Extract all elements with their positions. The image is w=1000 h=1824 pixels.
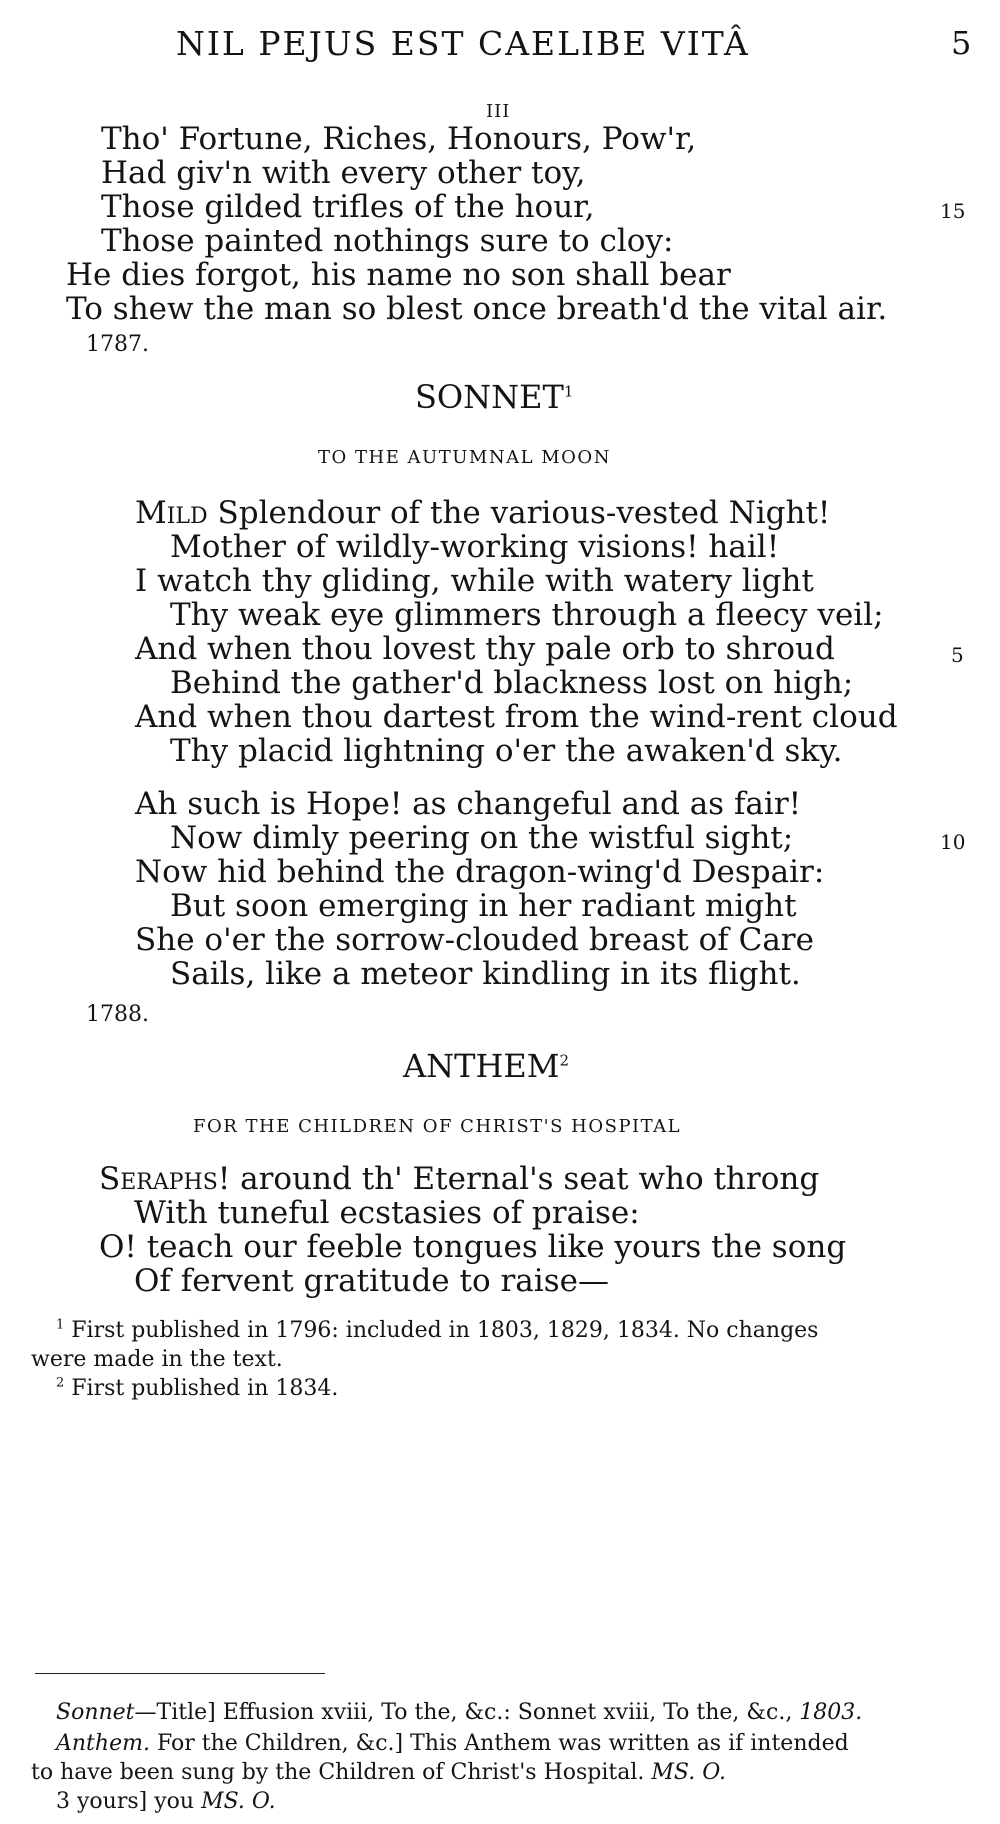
verse-line: Of fervent gratitude to raise— [134,1263,609,1299]
verse-line: Tho' Fortune, Riches, Honours, Pow'r, [101,121,697,157]
verse-line: Seraphs! around th' Eternal's seat who throng [99,1161,820,1197]
verse-line: Mother of wildly-working visions! hail! [170,529,780,565]
verse-line: And when thou lovest thy pale orb to shroud [135,631,835,667]
verse-line: Ah such is Hope! as changeful and as fair! [135,786,802,822]
verse-line: She o'er the sorrow-clouded breast of Care [135,922,814,958]
footnote-1-cont: were made in the text. [31,1347,283,1372]
section-numeral: III [486,101,511,122]
footnote-ref: 2 [559,1051,570,1070]
footnote-2: $^2$ First published in 1834. [56,1375,339,1401]
verse-line: Now dimly peering on the wistful sight; [170,820,794,856]
running-header: NIL PEJUS EST CAELIBE VITÂ [176,24,750,63]
footnote-1: $^1$ First published in 1796: included in 1803, 1829, 1834. No changes [56,1317,819,1343]
verse-line: To shew the man so blest once breath'd the vital air. [66,291,888,327]
verse-line: Thy placid lightning o'er the awaken'd sky. [170,733,843,769]
line-number: 5 [951,643,964,667]
apparatus-note: Anthem. For the Children, &c.] This Anthem was written as if intended [56,1731,849,1756]
footnote-divider [35,1673,325,1674]
verse-line: I watch thy gliding, while with watery light [135,563,814,599]
verse-line: Those painted nothings sure to cloy: [101,223,674,259]
page-number: 5 [951,24,972,62]
sonnet-title: SONNET$^1$ [415,378,574,416]
verse-line: Thy weak eye glimmers through a fleecy veil; [170,597,884,633]
verse-line: O! teach our feeble tongues like yours the song [99,1229,847,1265]
verse-line: With tuneful ecstasies of praise: [134,1195,640,1231]
verse-line: And when thou dartest from the wind-rent cloud [135,699,898,735]
verse-line: Had giv'n with every other toy, [101,155,586,191]
footnote-ref: 1 [563,382,574,401]
verse-line: Behind the gather'd blackness lost on high; [170,665,854,701]
anthem-title: ANTHEM$^2$ [403,1047,570,1085]
poem-date: 1788. [86,1002,149,1027]
apparatus-note: Sonnet—Title] Effusion xviii, To the, &c.: Sonnet xviii, To the, &c., 1803. [56,1700,863,1725]
verse-line: Sails, like a meteor kindling in its flight. [170,956,801,992]
apparatus-note: 3 yours] you MS. O. [56,1789,276,1814]
verse-line: But soon emerging in her radiant might [170,888,797,924]
poem-date: 1787. [86,332,149,357]
verse-line: He dies forgot, his name no son shall bear [66,257,731,293]
line-number: 10 [940,830,966,854]
apparatus-note-cont: to have been sung by the Children of Christ's Hospital. MS. O. [31,1760,726,1785]
verse-line: Those gilded trifles of the hour, [101,189,595,225]
anthem-subtitle: FOR THE CHILDREN OF CHRIST'S HOSPITAL [193,1116,682,1137]
line-number: 15 [940,199,966,223]
sonnet-subtitle: TO THE AUTUMNAL MOON [318,447,611,468]
verse-line: Mild Splendour of the various-vested Night! [135,495,831,531]
verse-line: Now hid behind the dragon-wing'd Despair: [135,854,825,890]
